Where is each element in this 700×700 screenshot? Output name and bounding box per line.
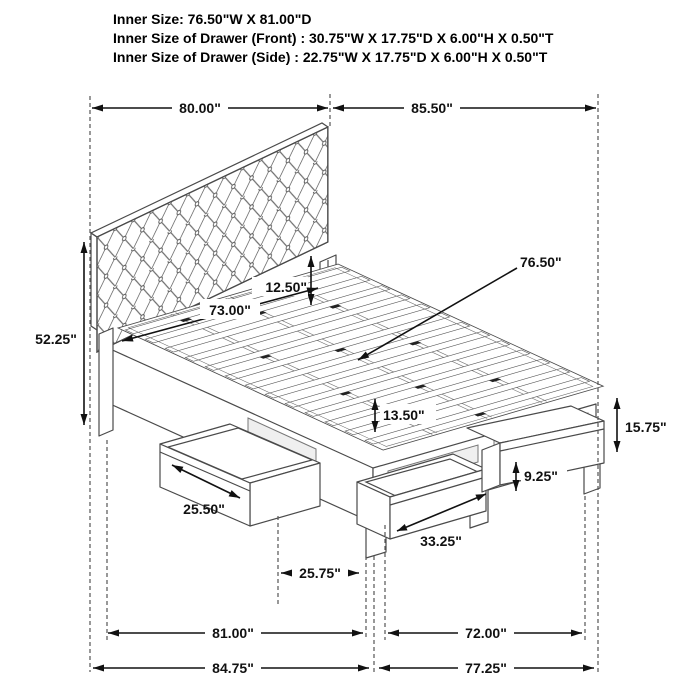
svg-text:12.50": 12.50" [265, 279, 307, 295]
svg-text:15.75": 15.75" [625, 419, 667, 435]
dim-foot-height [614, 398, 667, 452]
svg-text:76.50": 76.50" [520, 254, 562, 270]
svg-text:73.00": 73.00" [209, 302, 251, 318]
headboard-left-leg [99, 328, 113, 436]
front-drawer-right-end [482, 443, 500, 492]
dim-overall-depth [333, 100, 596, 116]
svg-text:85.50": 85.50" [411, 100, 453, 116]
dim-outer-depth-left [93, 660, 369, 676]
dim-headboard-height [35, 242, 87, 425]
dim-overall-width [92, 100, 328, 116]
bed-drawing [91, 123, 604, 558]
dim-outer-depth-right [379, 660, 594, 676]
svg-text:25.50": 25.50" [183, 501, 225, 517]
dim-leg-span [281, 565, 359, 581]
svg-text:13.50": 13.50" [383, 407, 425, 423]
svg-text:80.00": 80.00" [179, 100, 221, 116]
svg-text:84.75": 84.75" [212, 660, 254, 676]
inner-size-line: Inner Size: 76.50"W X 81.00"D [113, 11, 312, 27]
drawer-front-size-line: Inner Size of Drawer (Front) : 30.75"W X 17.75"D X 6.00"H X 0.50"T [113, 30, 554, 46]
headboard-edge-thickness [91, 233, 97, 330]
svg-text:81.00": 81.00" [212, 625, 254, 641]
dim-inner-depth-left [108, 625, 363, 641]
svg-text:25.75": 25.75" [299, 565, 341, 581]
svg-text:72.00": 72.00" [465, 625, 507, 641]
drawer-side-size-line: Inner Size of Drawer (Side) : 22.75"W X 17.75"D X 6.00"H X 0.50"T [113, 49, 548, 65]
dim-inner-depth-right [388, 625, 582, 641]
svg-text:77.25": 77.25" [465, 660, 507, 676]
svg-text:9.25": 9.25" [524, 468, 558, 484]
svg-text:33.25": 33.25" [420, 533, 462, 549]
svg-text:52.25": 52.25" [35, 331, 77, 347]
